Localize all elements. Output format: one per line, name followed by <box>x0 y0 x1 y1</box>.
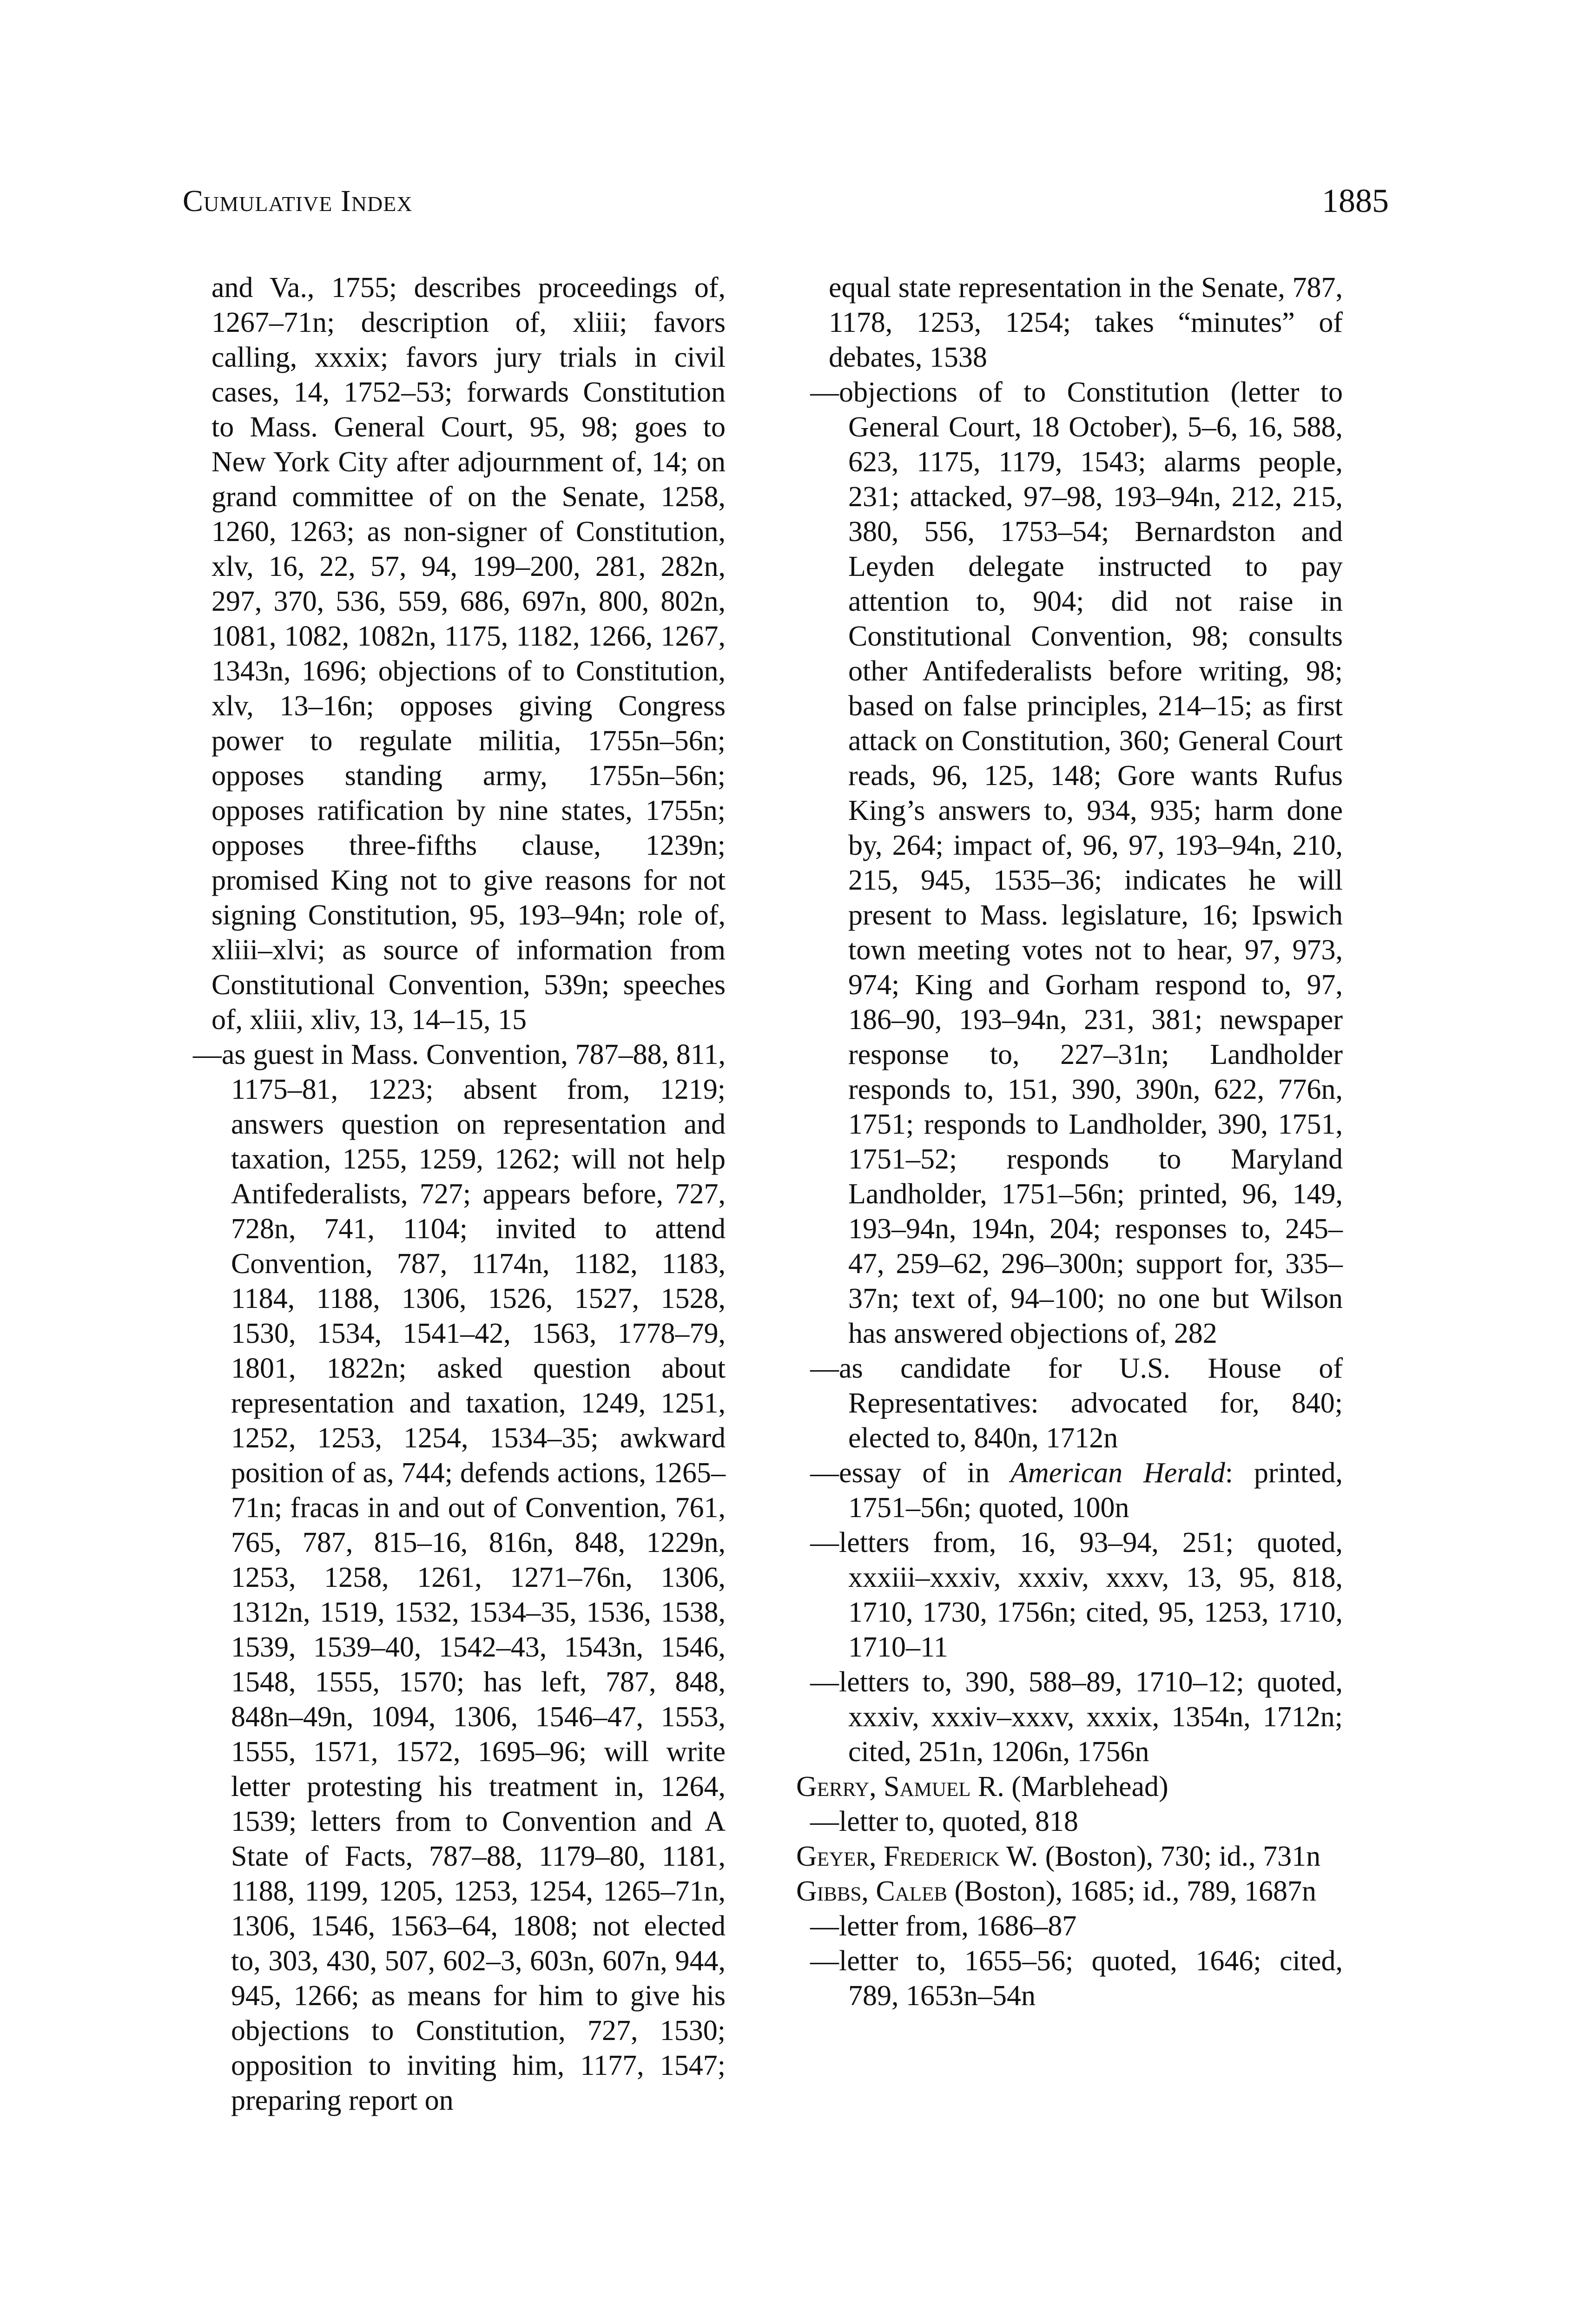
left-column <box>179 271 726 2118</box>
right-column <box>796 271 1343 2014</box>
entry-name: Gibbs, Caleb <box>796 1875 947 1907</box>
index-subentry: —letters from, 16, 93–94, 251; quoted, xxxiii–xxxiv, xxxiv, xxxv, 13, 95, 818, 1710, 1730, 1756n; cited, 95, 1253, 1710, 1710–11 <box>810 1527 1343 1663</box>
index-subentry: —letter to, quoted, 818 <box>810 1806 1078 1837</box>
index-subentry: —letter from, 1686–87 <box>810 1910 1077 1942</box>
subentry-suffix: : printed, 1751–56n; quoted, 100n <box>848 1457 1343 1524</box>
entry-name: Geyer, Frederick W. <box>796 1841 1038 1872</box>
running-head: Cumulative Index <box>183 184 413 218</box>
index-entry: and Va., 1755; describes proceedings of, 1267–71n; description of, xliii; favors calling, xxxix; favors jury trials in civil cases, 14, 1752–53; forwards Constitution to Mass. General Court, 95, 98; goes to New York City after adjournment of, 14; on grand committee of on the Senate, 1258, 1260, 1263; as non-signer of Constitution, xlv, 16, 22, 57, 94, 199–200, 281, 282n, 297, 370, 536, 559, 686, 697n, 800, 802n, 1081, 1082, 1082n, 1175, 1182, 1266, 1267, 1343n, 1696; objections of to Constitution, xlv, 13–16n; opposes giving Congress power to regulate militia, 1755n–56n; opposes standing army, 1755n–56n; opposes ratification by nine states, 1755n; opposes three-fifths clause, 1239n; promised King not to give reasons for not signing Constitution, 95, 193–94n; role of, xliii–xlvi; as source of information from Constitutional Convention, 539n; speeches of, xliii, xliv, 13, 14–15, 15 <box>211 272 726 1036</box>
index-subentry: —as candidate for U.S. House of Representatives: advocated for, 840; elected to, 840n, 1712n <box>810 1353 1343 1454</box>
index-heading-entry <box>796 1769 1343 1804</box>
index-subentry: —as guest in Mass. Convention, 787–88, 811, 1175–81, 1223; absent from, 1219; answers question on representation and taxation, 1255, 1259, 1262; will not help Antifederalists, 727; appears before, 727, 728n, 741, 1104; invited to attend Convention, 787, 1174n, 1182, 1183, 1184, 1188, 1306, 1526, 1527, 1528, 1530, 1534, 1541–42, 1563, 1778–79, 1801, 1822n; asked question about representation and taxation, 1249, 1251, 1252, 1253, 1254, 1534–35; awkward position of as, 744; defends actions, 1265–71n; fracas in and out of Convention, 761, 765, 787, 815–16, 816n, 848, 1229n, 1253, 1258, 1261, 1271–76n, 1306, 1312n, 1519, 1532, 1534–35, 1536, 1538, 1539, 1539–40, 1542–43, 1543n, 1546, 1548, 1555, 1570; has left, 787, 848, 848n–49n, 1094, 1306, 1546–47, 1553, 1555, 1571, 1572, 1695–96; will write letter protesting his treatment in, 1264, 1539; letters from to Convention and A State of Facts, 787–88, 1179–80, 1181, 1188, 1199, 1205, 1253, 1254, 1265–71n, 1306, 1546, 1563–64, 1808; not elected to, 303, 430, 507, 602–3, 603n, 607n, 944, 945, 1266; as means for him to give his objections to Constitution, 727, 1530; opposition to inviting him, 1177, 1547; preparing report on <box>193 1039 726 2116</box>
entry-detail: (Marblehead) <box>1004 1771 1168 1802</box>
index-heading-entry <box>796 1874 1343 1909</box>
index-subentry: —objections of to Constitution (letter to General Court, 18 October), 5–6, 16, 588, 623, 1175, 1179, 1543; alarms people, 231; attacked, 97–98, 193–94n, 212, 215, 380, 556, 1753–54; Bernardston and Leyden delegate instructed to pay attention to, 904; did not raise in Constitutional Convention, 98; consults other Antifederalists before writing, 98; based on false principles, 214–15; as first attack on Constitution, 360; General Court reads, 96, 125, 148; Gore wants Rufus King’s answers to, 934, 935; harm done by, 264; impact of, 96, 97, 193–94n, 210, 215, 945, 1535–36; indicates he will present to Mass. legislature, 16; Ipswich town meeting votes not to hear, 97, 973, 974; King and Gorham respond to, 97, 186–90, 193–94n, 231, 381; newspaper response to, 227–31n; Landholder responds to, 151, 390, 390n, 622, 776n, 1751; responds to Landholder, 390, 1751, 1751–52; responds to Maryland Landholder, 1751–56n; printed, 96, 149, 193–94n, 194n, 204; responses to, 245–47, 259–62, 296–300n; support for, 335–37n; text of, 94–100; no one but Wilson has answered objections of, 282 <box>810 376 1343 1349</box>
index-subentry <box>796 1456 1343 1525</box>
index-subentry: —letter to, 1655–56; quoted, 1646; cited, 789, 1653n–54n <box>810 1945 1343 2012</box>
entry-detail: (Boston), 730; id., 731n <box>1038 1841 1321 1872</box>
index-entry: equal state representation in the Senate, 787, 1178, 1253, 1254; takes “minutes” of debates, 1538 <box>829 272 1343 373</box>
entry-detail: (Boston), 1685; id., 789, 1687n <box>947 1875 1316 1907</box>
subentry-prefix: —essay of in <box>810 1457 1011 1489</box>
page-number: 1885 <box>1322 182 1389 219</box>
entry-name: Gerry, Samuel R. <box>796 1771 1004 1802</box>
newspaper-title: American Herald <box>1010 1457 1225 1489</box>
index-subentry: —letters to, 390, 588–89, 1710–12; quoted, xxxiv, xxxiv–xxxv, xxxix, 1354n, 1712n; cited, 251n, 1206n, 1756n <box>810 1666 1343 1768</box>
index-heading-entry <box>796 1839 1343 1874</box>
